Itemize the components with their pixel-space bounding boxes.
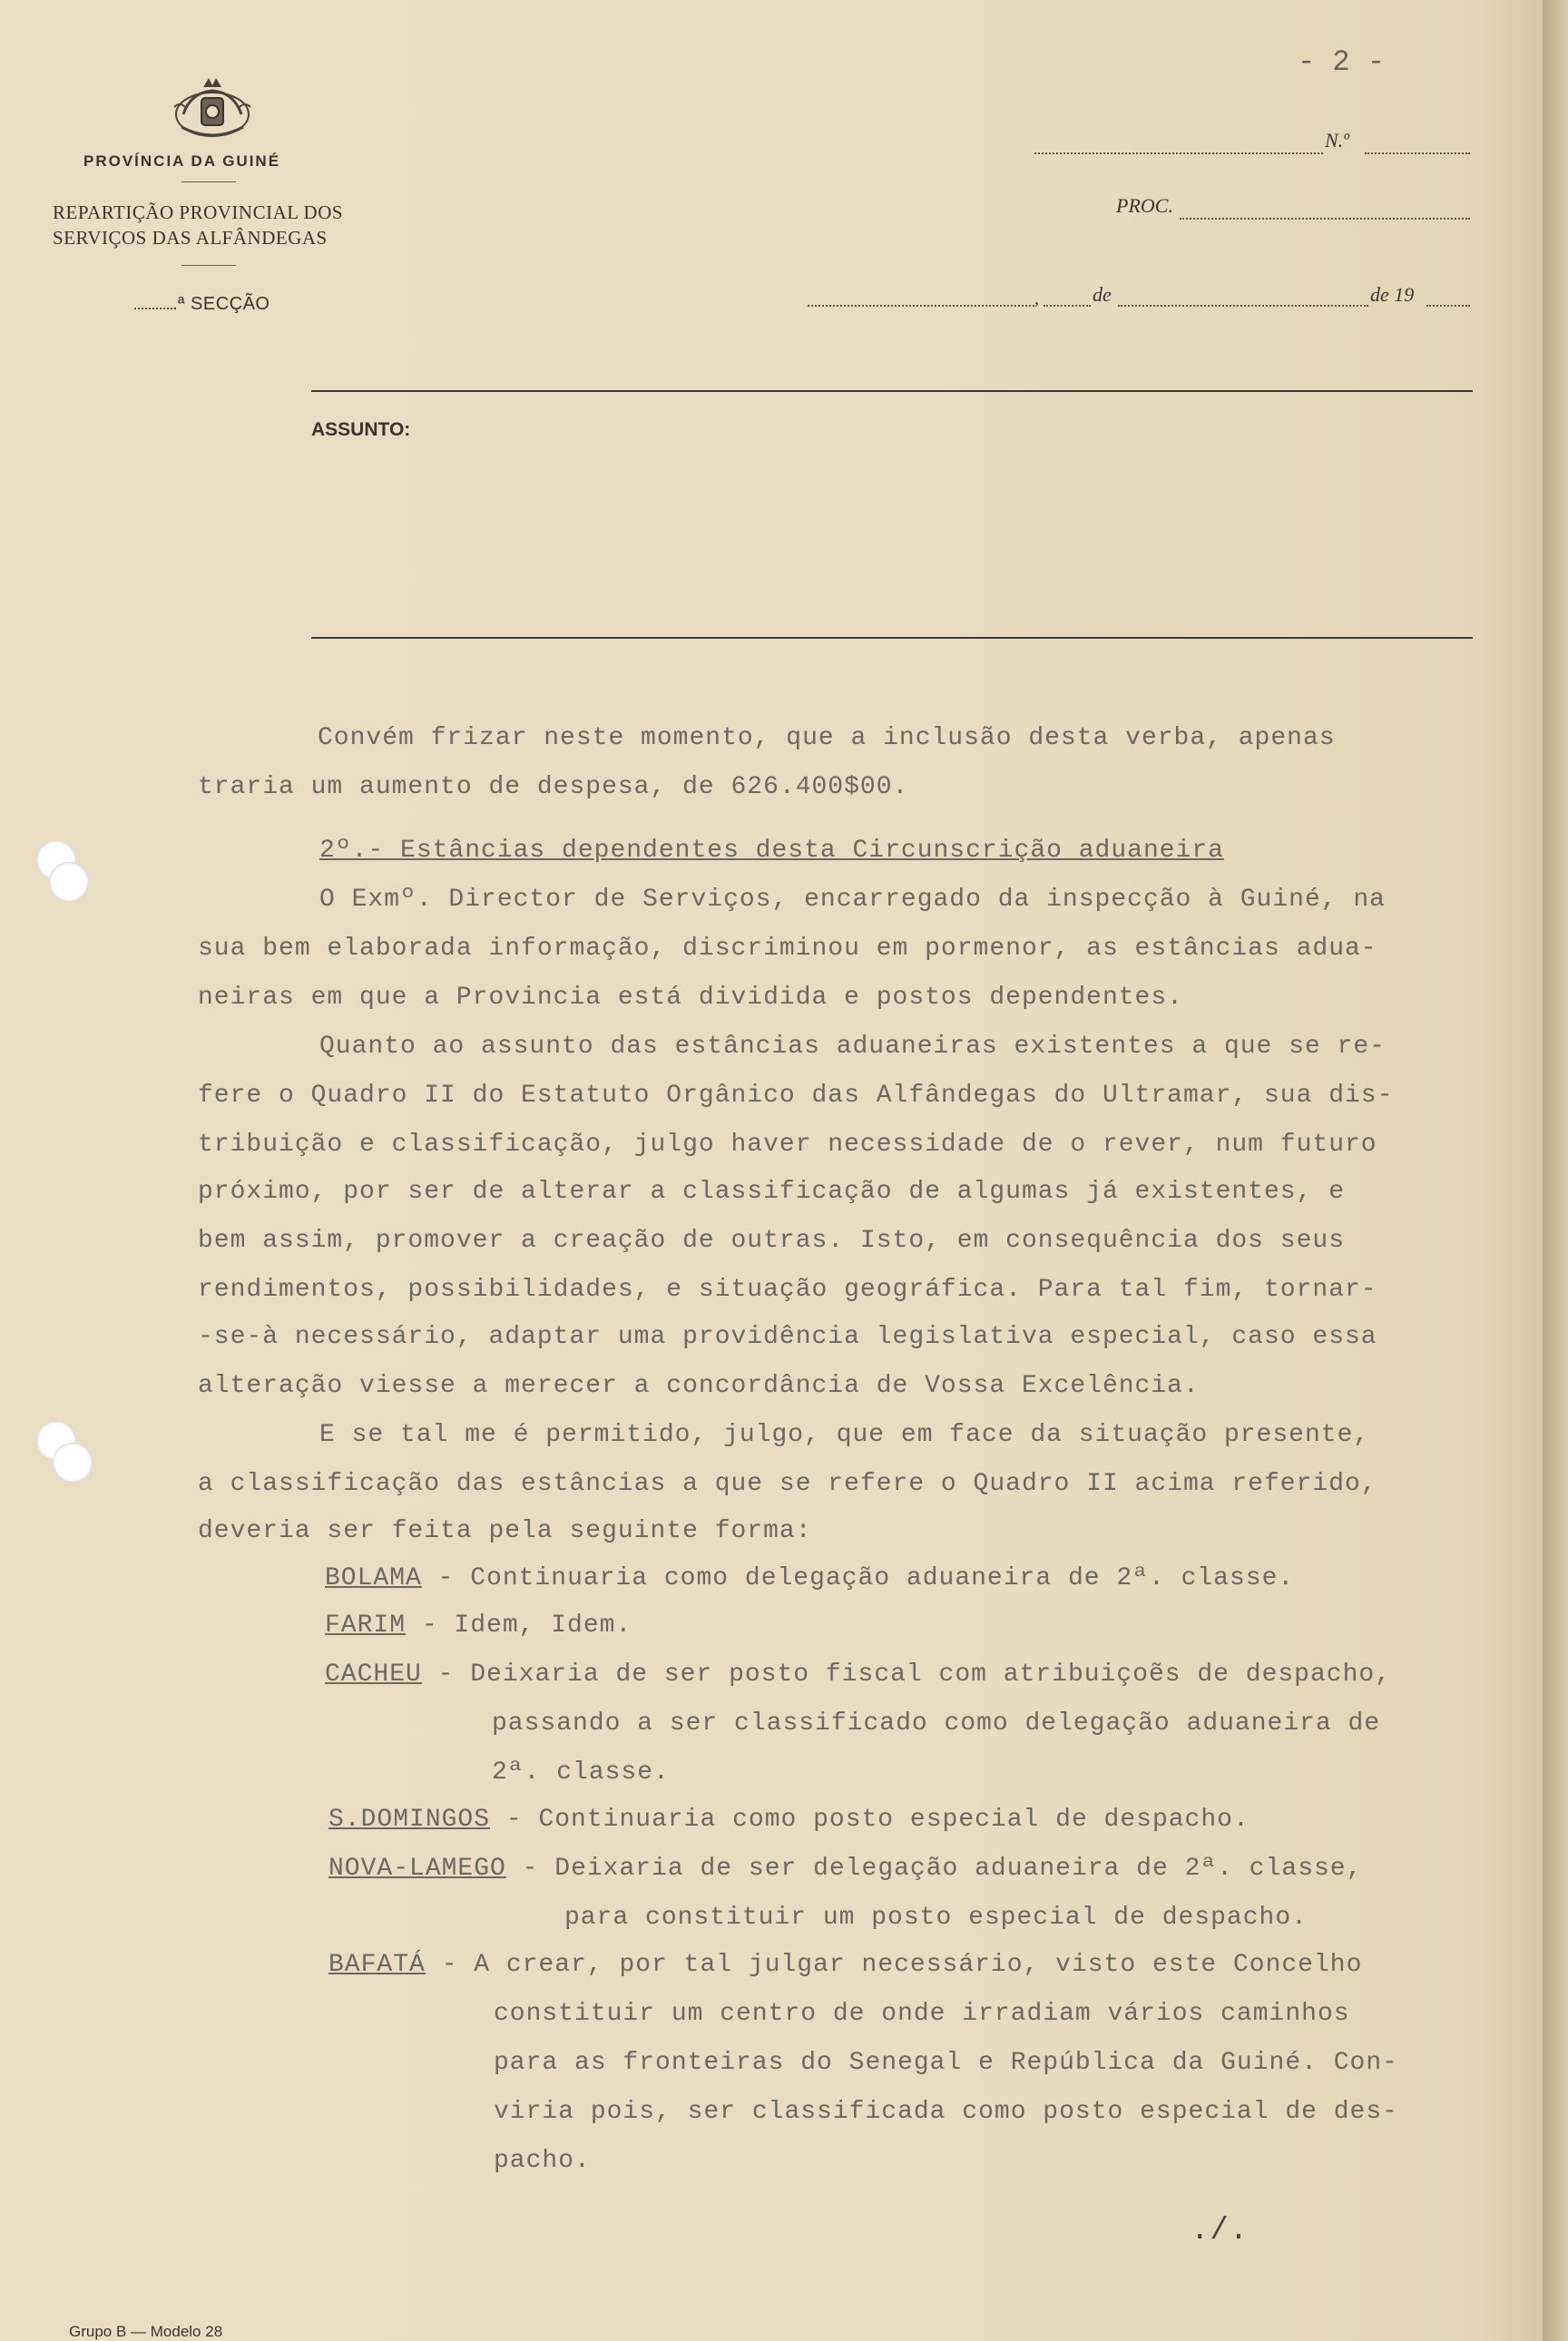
station-text-cont: pacho.	[494, 2147, 591, 2175]
department-line-1: REPARTIÇÃO PROVINCIAL DOS	[53, 201, 344, 223]
list-item	[325, 1611, 632, 1640]
list-item	[325, 1660, 1391, 1689]
body-line: bem assim, promover a creação de outras. Isto, em consequência dos seus	[198, 1227, 1345, 1255]
body-line: Quanto ao assunto das estâncias aduaneiras existentes a que se re-	[319, 1033, 1386, 1061]
date-place-line	[808, 305, 1034, 307]
station-name: BOLAMA	[325, 1564, 422, 1592]
page-edge-shadow	[1543, 0, 1568, 2341]
page-number: - 2 -	[1298, 45, 1386, 79]
body-line: próximo, por ser de alterar a classificação de algumas já existentes, e	[198, 1178, 1345, 1206]
subject-bottom-rule	[311, 637, 1473, 639]
body-line: Convém frizar neste momento, que a inclusão desta verba, apenas	[318, 724, 1336, 752]
station-text-cont: passando a ser classificado como delegação aduaneira de	[492, 1709, 1381, 1738]
proc-label: PROC.	[1116, 194, 1173, 217]
list-item	[328, 1951, 1362, 1979]
station-text: - Continuaria como delegação aduaneira de 2ª. classe.	[437, 1564, 1295, 1592]
body-line: deveria ser feita pela seguinte forma:	[198, 1517, 812, 1545]
body-line: -se-à necessário, adaptar uma providência legislativa especial, caso essa	[198, 1323, 1377, 1351]
station-name: CACHEU	[325, 1660, 422, 1689]
body-line: O Exmº. Director de Serviços, encarregado da inspecção à Guiné, na	[319, 886, 1386, 914]
coat-of-arms-icon	[169, 74, 256, 145]
section-label-text: .ª SECÇÃO	[172, 294, 270, 314]
station-text: - Deixaria de ser delegação aduaneira de 2ª. classe,	[522, 1855, 1363, 1883]
department-line-2: SERVIÇOS DAS ALFÂNDEGAS	[53, 227, 328, 249]
station-text-cont: viria pois, ser classificada como posto especial de des-	[494, 2098, 1398, 2126]
province-name: PROVÍNCIA DA GUINÉ	[83, 152, 281, 170]
date-month-line	[1118, 305, 1368, 307]
date-day-line	[1044, 305, 1091, 307]
date-year-label: de 19	[1370, 283, 1415, 306]
punch-hole	[49, 862, 89, 902]
station-name: NOVA-LAMEGO	[328, 1855, 506, 1883]
station-text: - A crear, por tal julgar necessário, visto este Concelho	[441, 1951, 1363, 1979]
number-label: N.º	[1325, 129, 1349, 152]
date-de-label: de	[1093, 283, 1112, 306]
subject-top-rule	[311, 390, 1473, 392]
station-text-cont: constituir um centro de onde irradiam vários caminhos	[494, 2000, 1350, 2028]
number-field-line	[1365, 152, 1470, 154]
station-text: - Idem, Idem.	[421, 1611, 632, 1640]
section-heading: 2º.- Estâncias dependentes desta Circunscrição aduaneira	[319, 837, 1224, 865]
list-item	[325, 1564, 1294, 1592]
station-name: S.DOMINGOS	[328, 1806, 491, 1834]
station-text-cont: 2ª. classe.	[492, 1758, 670, 1787]
header-divider	[181, 181, 236, 182]
station-text-cont: para as fronteiras do Senegal e República da Guiné. Con-	[494, 2049, 1398, 2077]
proc-field-line	[1180, 218, 1470, 220]
station-name: FARIM	[325, 1611, 407, 1640]
body-line: tribuição e classificação, julgo haver necessidade de o rever, num futuro	[198, 1131, 1377, 1159]
body-line: sua bem elaborada informação, discriminou em pormenor, as estâncias adua-	[198, 935, 1377, 963]
date-year-line	[1426, 305, 1470, 307]
station-text: - Deixaria de ser posto fiscal com atribuiçoẽs de despacho,	[437, 1660, 1392, 1689]
punch-hole	[53, 1443, 93, 1483]
section-label	[134, 294, 270, 315]
body-line: neiras em que a Provincia está dividida e postos dependentes.	[198, 984, 1183, 1012]
body-line: E se tal me é permitido, julgo, que em face da situação presente,	[319, 1421, 1370, 1449]
subject-label: ASSUNTO:	[311, 419, 411, 440]
body-line: a classificação das estâncias a que se refere o Quadro II acima referido,	[198, 1470, 1377, 1498]
header-divider	[181, 265, 236, 266]
body-line: rendimentos, possibilidades, e situação geográfica. Para tal fim, tornar-	[198, 1276, 1377, 1304]
body-line: fere o Quadro II do Estatuto Orgânico das Alfândegas do Ultramar, sua dis-	[198, 1082, 1394, 1110]
body-line: traria um aumento de despesa, de 626.400$00.	[198, 773, 909, 801]
number-field-line	[1034, 152, 1323, 154]
form-model-label: Grupo B — Modelo 28	[69, 2323, 223, 2340]
list-item	[328, 1806, 1250, 1834]
list-item	[328, 1855, 1362, 1883]
station-text-cont: para constituir um posto especial de despacho.	[564, 1904, 1308, 1932]
date-comma: ,	[1034, 289, 1039, 309]
continuation-mark: ./.	[1191, 2214, 1250, 2248]
station-name: BAFATÁ	[328, 1951, 426, 1979]
station-text: - Continuaria como posto especial de despacho.	[505, 1806, 1250, 1834]
body-line: alteração viesse a merecer a concordância de Vossa Excelência.	[198, 1372, 1200, 1400]
